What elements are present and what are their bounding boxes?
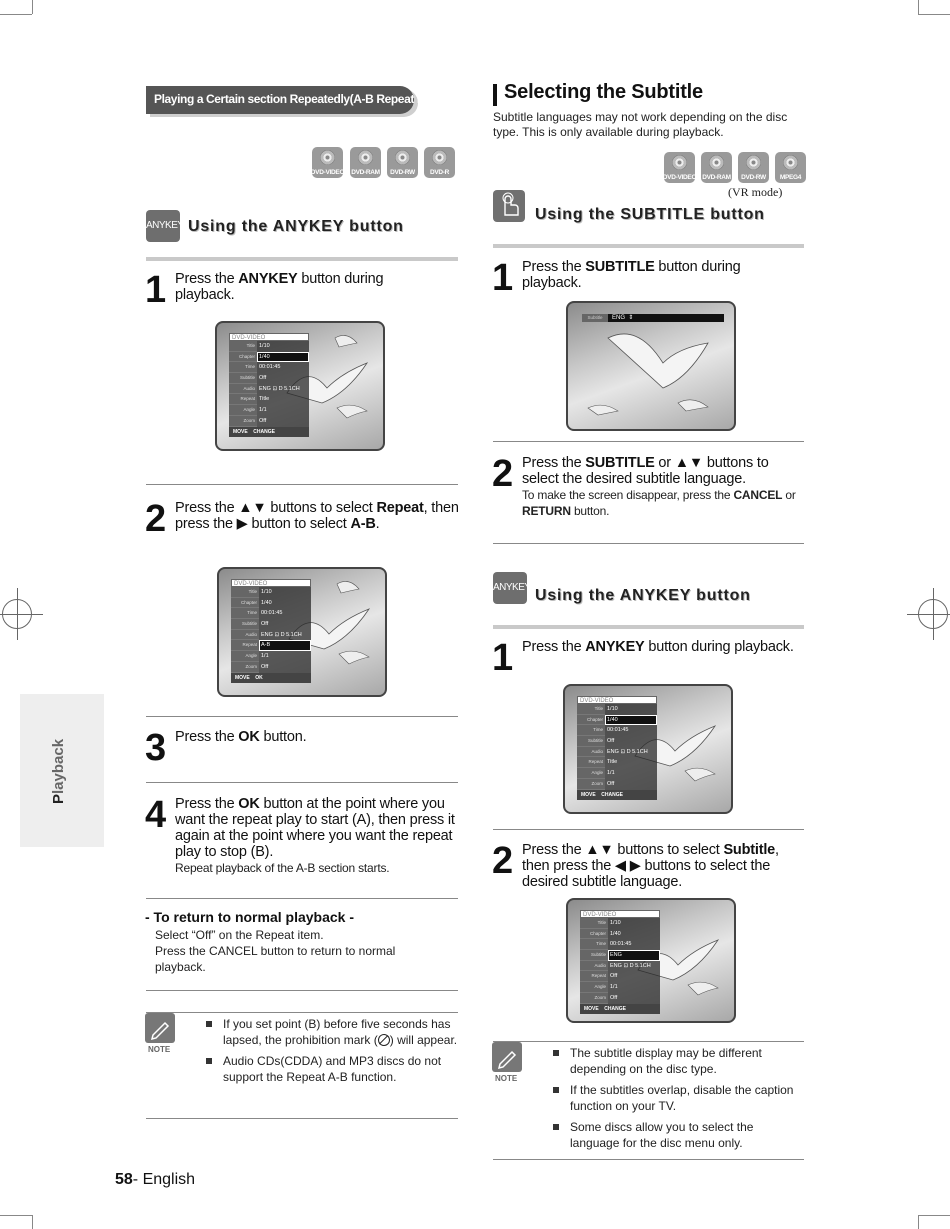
list-item: If you set point (B) before five seconds has lapsed, the prohibition mark ( ) will appear. bbox=[206, 1016, 461, 1048]
step-text: Press the ▲▼ buttons to select Repeat, then press the ▶ button to select A-B. bbox=[175, 500, 459, 532]
tv-screen-subtitle-menu bbox=[566, 898, 736, 1023]
crop-mark bbox=[0, 14, 32, 15]
registration-mark bbox=[918, 599, 948, 629]
return-heading: - To return to normal playback - bbox=[145, 909, 354, 925]
note-pencil-icon bbox=[145, 1013, 175, 1043]
note-list bbox=[206, 1016, 461, 1090]
step-text: Press the ▲▼ buttons to select Subtitle, then press the ◀ ▶ buttons to select the desired subtitle language. bbox=[522, 842, 779, 890]
anykey-icon: ANYKEY bbox=[146, 210, 180, 242]
tv-screen-anykey-menu bbox=[563, 684, 733, 814]
step-number: 1 bbox=[492, 637, 513, 679]
osd-info-panel: DVD-VIDEO Title 1/10 Chapter 1/40 Time 00:01:45 Subtitle Off Audio ENG ⊡ D 5.1CH Repeat Title Angle 1/1 Zoom Off MOVE CHANGE bbox=[577, 696, 657, 800]
heading-rule bbox=[146, 257, 458, 261]
vr-mode-label: (VR mode) bbox=[728, 185, 783, 199]
step-divider bbox=[146, 990, 458, 991]
crop-mark bbox=[32, 1215, 33, 1229]
anykey-icon: ANYKEY bbox=[493, 572, 527, 604]
disc-icon-dvd-ram: DVD-RAM bbox=[701, 152, 732, 183]
tv-screen-subtitle-bar bbox=[566, 301, 736, 431]
prohibition-icon bbox=[378, 1034, 390, 1046]
heading-rule bbox=[493, 244, 804, 248]
seagull-photo bbox=[568, 303, 736, 431]
section-heading: Using the SUBTITLE button bbox=[535, 206, 765, 223]
title-accent-bar bbox=[493, 84, 497, 106]
step-number: 2 bbox=[492, 453, 513, 495]
intro-text: Subtitle languages may not work depending on the disc type. This is only available during playback. bbox=[493, 110, 788, 139]
list-item: Audio CDs(CDDA) and MP3 discs do not support the Repeat A-B function. bbox=[206, 1053, 461, 1085]
step-divider bbox=[493, 543, 804, 544]
note-bottom-rule bbox=[146, 1118, 458, 1119]
step-number: 3 bbox=[145, 727, 166, 769]
note-label: NOTE bbox=[148, 1045, 171, 1054]
tv-screen-repeat-ab bbox=[217, 567, 387, 697]
return-line: Press the CANCEL button to return to normal bbox=[155, 944, 396, 958]
crop-mark bbox=[918, 14, 950, 15]
step-text: Press the OK button at the point where you want the repeat play to start (A), then press it again at the point where you want the repeat play to stop (B). Repeat playback of the A-B section starts. bbox=[175, 796, 455, 875]
osd-info-panel: DVD-VIDEO Title 1/10 Chapter 1/40 Time 00:01:45 Subtitle Off Audio ENG ⊡ D 5.1CH Repeat Title Angle 1/1 Zoom Off MOVE CHANGE bbox=[229, 333, 309, 437]
step-divider bbox=[493, 829, 804, 830]
side-tab-label: Playback bbox=[50, 738, 67, 804]
section-heading: Using the ANYKEY button bbox=[188, 218, 404, 235]
step-text: Press the SUBTITLE button during playback. bbox=[522, 259, 741, 291]
list-item: If the subtitles overlap, disable the caption function on your TV. bbox=[553, 1082, 805, 1114]
osd-info-panel: DVD-VIDEO Title 1/10 Chapter 1/40 Time 00:01:45 Subtitle Off Audio ENG ⊡ D 5.1CH Repeat A-B Angle 1/1 Zoom Off MOVE OK bbox=[231, 579, 311, 683]
crop-mark bbox=[918, 1215, 950, 1216]
list-item: Some discs allow you to select the language for the disc menu only. bbox=[553, 1119, 805, 1151]
note-list bbox=[553, 1045, 805, 1156]
step-number: 2 bbox=[492, 840, 513, 882]
step-number: 1 bbox=[145, 269, 166, 311]
tv-screen-anykey-menu bbox=[215, 321, 385, 451]
step-divider bbox=[146, 782, 458, 783]
disc-icon-dvd-r: DVD-R bbox=[424, 147, 455, 178]
hand-press-icon bbox=[493, 190, 525, 222]
page-number: 58 bbox=[115, 1171, 133, 1188]
crop-mark bbox=[32, 0, 33, 14]
crop-mark bbox=[0, 1215, 32, 1216]
page-language: - English bbox=[132, 1171, 196, 1188]
step-divider bbox=[146, 484, 458, 485]
note-pencil-icon bbox=[492, 1042, 522, 1072]
step-divider bbox=[146, 898, 458, 899]
disc-icon-dvd-video: DVD-VIDEO bbox=[312, 147, 343, 178]
osd-info-panel: DVD-VIDEO Title 1/10 Chapter 1/40 Time 00:01:45 Subtitle ENG Audio ENG ⊡ D 5.1CH Repeat Off Angle 1/1 Zoom Off MOVE CHANGE bbox=[580, 910, 660, 1014]
crop-mark bbox=[918, 1215, 919, 1229]
subtitle-osd-bar: Subtitle ENG ⇕ bbox=[582, 314, 724, 322]
return-line: playback. bbox=[155, 960, 206, 974]
section-banner: Playing a Certain section Repeatedly(A-B Repeat Playback) bbox=[146, 86, 414, 114]
registration-mark bbox=[2, 599, 32, 629]
note-bottom-rule bbox=[493, 1159, 804, 1160]
crop-mark bbox=[918, 0, 919, 14]
list-item: The subtitle display may be different depending on the disc type. bbox=[553, 1045, 805, 1077]
section-side-tab bbox=[20, 694, 104, 847]
step-number: 2 bbox=[145, 498, 166, 540]
step-number: 1 bbox=[492, 257, 513, 299]
disc-icon-dvd-rw: DVD-RW bbox=[387, 147, 418, 178]
step-text: Press the OK button. bbox=[175, 729, 307, 745]
step-text: Press the ANYKEY button during playback. bbox=[175, 271, 384, 303]
disc-icon-dvd-rw: DVD-RW bbox=[738, 152, 769, 183]
disc-icon-dvd-ram: DVD-RAM bbox=[350, 147, 381, 178]
disc-icon-mpeg4: MPEG4 bbox=[775, 152, 806, 183]
section-heading: Using the ANYKEY button bbox=[535, 587, 751, 604]
step-text: Press the SUBTITLE or ▲▼ buttons to select the desired subtitle language. To make the screen disappear, press the CANCEL or RETURN button. bbox=[522, 455, 796, 518]
step-text: Press the ANYKEY button during playback. bbox=[522, 639, 794, 655]
return-line: Select “Off” on the Repeat item. bbox=[155, 928, 324, 942]
step-divider bbox=[146, 716, 458, 717]
note-top-rule bbox=[493, 1041, 804, 1042]
step-divider bbox=[493, 441, 804, 442]
disc-icon-dvd-video: DVD-VIDEO bbox=[664, 152, 695, 183]
heading-rule bbox=[493, 625, 804, 629]
step-number: 4 bbox=[145, 794, 166, 836]
note-top-rule bbox=[146, 1012, 458, 1013]
note-label: NOTE bbox=[495, 1074, 518, 1083]
page-footer bbox=[115, 1171, 195, 1189]
page-title: Selecting the Subtitle bbox=[504, 81, 703, 103]
